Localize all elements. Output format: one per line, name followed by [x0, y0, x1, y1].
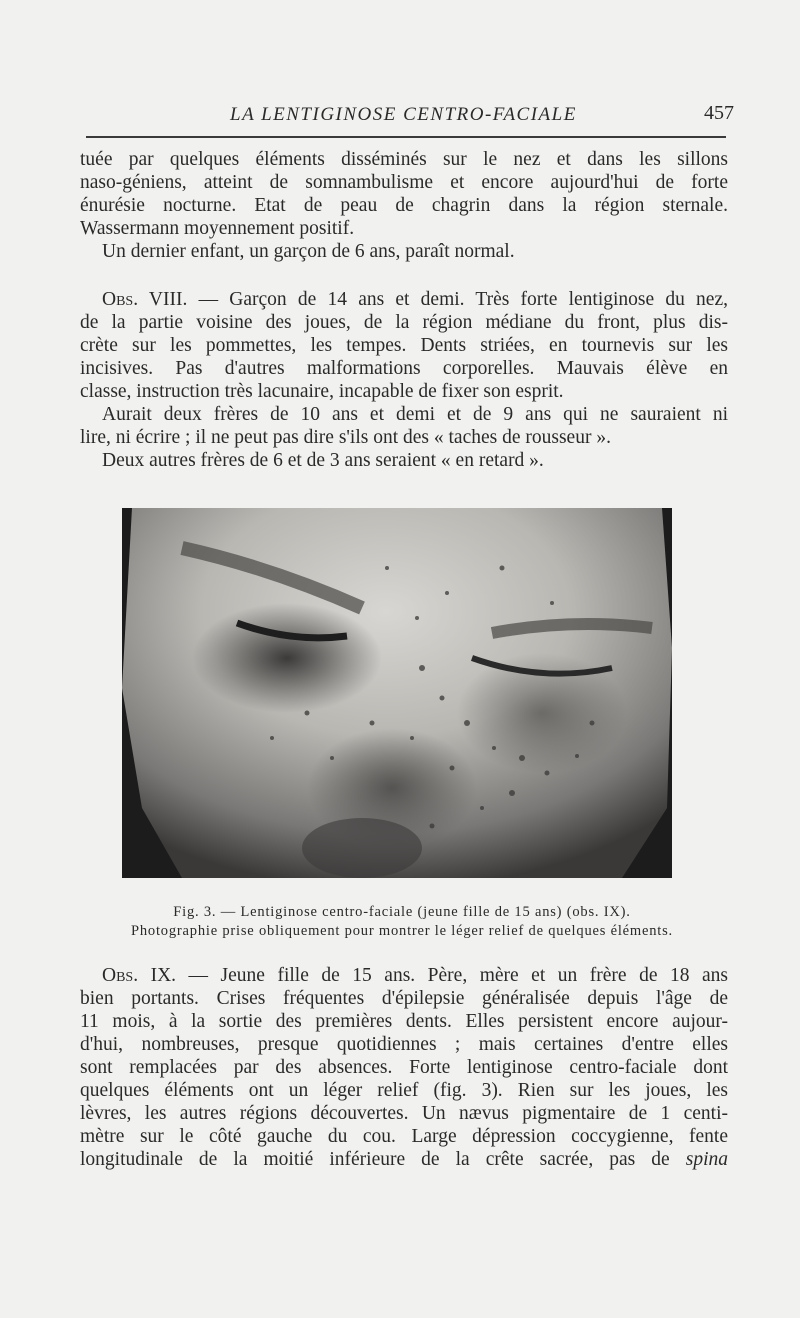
obs-label: Obs. VIII. [102, 289, 188, 310]
text-line: — Jeune fille de 15 ans. Père, mère et un frère de 18 ans [176, 965, 728, 986]
running-title: LA LENTIGINOSE CENTRO-FACIALE [230, 104, 577, 125]
text-line: naso-géniens, atteint de somnambulisme et encore aujourd'hui de forte [80, 172, 728, 193]
text-line: d'hui, nombreuses, presque quotidiennes ; mais certaines d'entre elles [80, 1034, 728, 1055]
text-line: quelques éléments ont un léger relief (fig. 3). Rien sur les joues, les [80, 1080, 728, 1101]
text-line: énurésie nocturne. Etat de peau de chagrin dans la région sternale. [80, 195, 728, 216]
text-line: tuée par quelques éléments disséminés sur le nez et dans les sillons [80, 149, 728, 170]
continued-paragraph [80, 148, 728, 263]
text-line: mètre sur le côté gauche du cou. Large dépression coccygienne, fente [80, 1126, 728, 1147]
text-span: longitudinale de la moitié inférieure de la crête sacrée, pas de [80, 1149, 686, 1170]
text-line: classe, instruction très lacunaire, incapable de fixer son esprit. [80, 381, 564, 402]
text-line: 11 mois, à la sortie des premières dents. Elles persistent encore aujour- [80, 1011, 728, 1032]
text-line: lire, ni écrire ; il ne peut pas dire s'ils ont des « taches de rousseur ». [80, 427, 611, 448]
italic-term: spina [685, 1149, 728, 1170]
face-photo-illustration [122, 508, 672, 878]
text-line: Un dernier enfant, un garçon de 6 ans, paraît normal. [102, 241, 515, 262]
obs-heading-line [80, 288, 728, 311]
text-line: de la partie voisine des joues, de la région médiane du front, plus dis- [80, 312, 728, 333]
text-line: Aurait deux frères de 10 ans et demi et de 9 ans qui ne sauraient ni [102, 404, 728, 425]
text-line: lèvres, les autres régions découvertes. Un nævus pigmentaire de 1 centi- [80, 1103, 728, 1124]
caption-line: Fig. 3. — Lentiginose centro-faciale (jeune fille de 15 ans) (obs. IX). [173, 904, 631, 920]
observation-8 [80, 288, 728, 472]
obs-label: Obs. IX. [102, 965, 177, 986]
text-line: crète sur les pommettes, les tempes. Dents striées, en tournevis sur les [80, 335, 728, 356]
figure-caption [76, 903, 728, 941]
caption-line: Photographie prise obliquement pour montrer le léger relief de quelques éléments. [131, 923, 673, 939]
text-line: Wassermann moyennement positif. [80, 218, 355, 239]
text-line: — Garçon de 14 ans et demi. Très forte lentiginose du nez, [187, 289, 728, 310]
observation-9 [80, 964, 728, 1171]
text-line: bien portants. Crises fréquentes d'épilepsie généralisée depuis l'âge de [80, 988, 728, 1009]
text-line: incisives. Pas d'autres malformations corporelles. Mauvais élève en [80, 358, 728, 379]
text-line: Deux autres frères de 6 et de 3 ans seraient « en retard ». [102, 450, 544, 471]
header-rule [86, 136, 726, 138]
running-header [78, 100, 734, 130]
obs-heading-line [80, 964, 728, 987]
page-number: 457 [704, 102, 734, 124]
figure-photograph [122, 508, 672, 878]
text-line: sont remplacées par des absences. Forte lentiginose centro-faciale dont [80, 1057, 728, 1078]
text-line [80, 1148, 728, 1171]
